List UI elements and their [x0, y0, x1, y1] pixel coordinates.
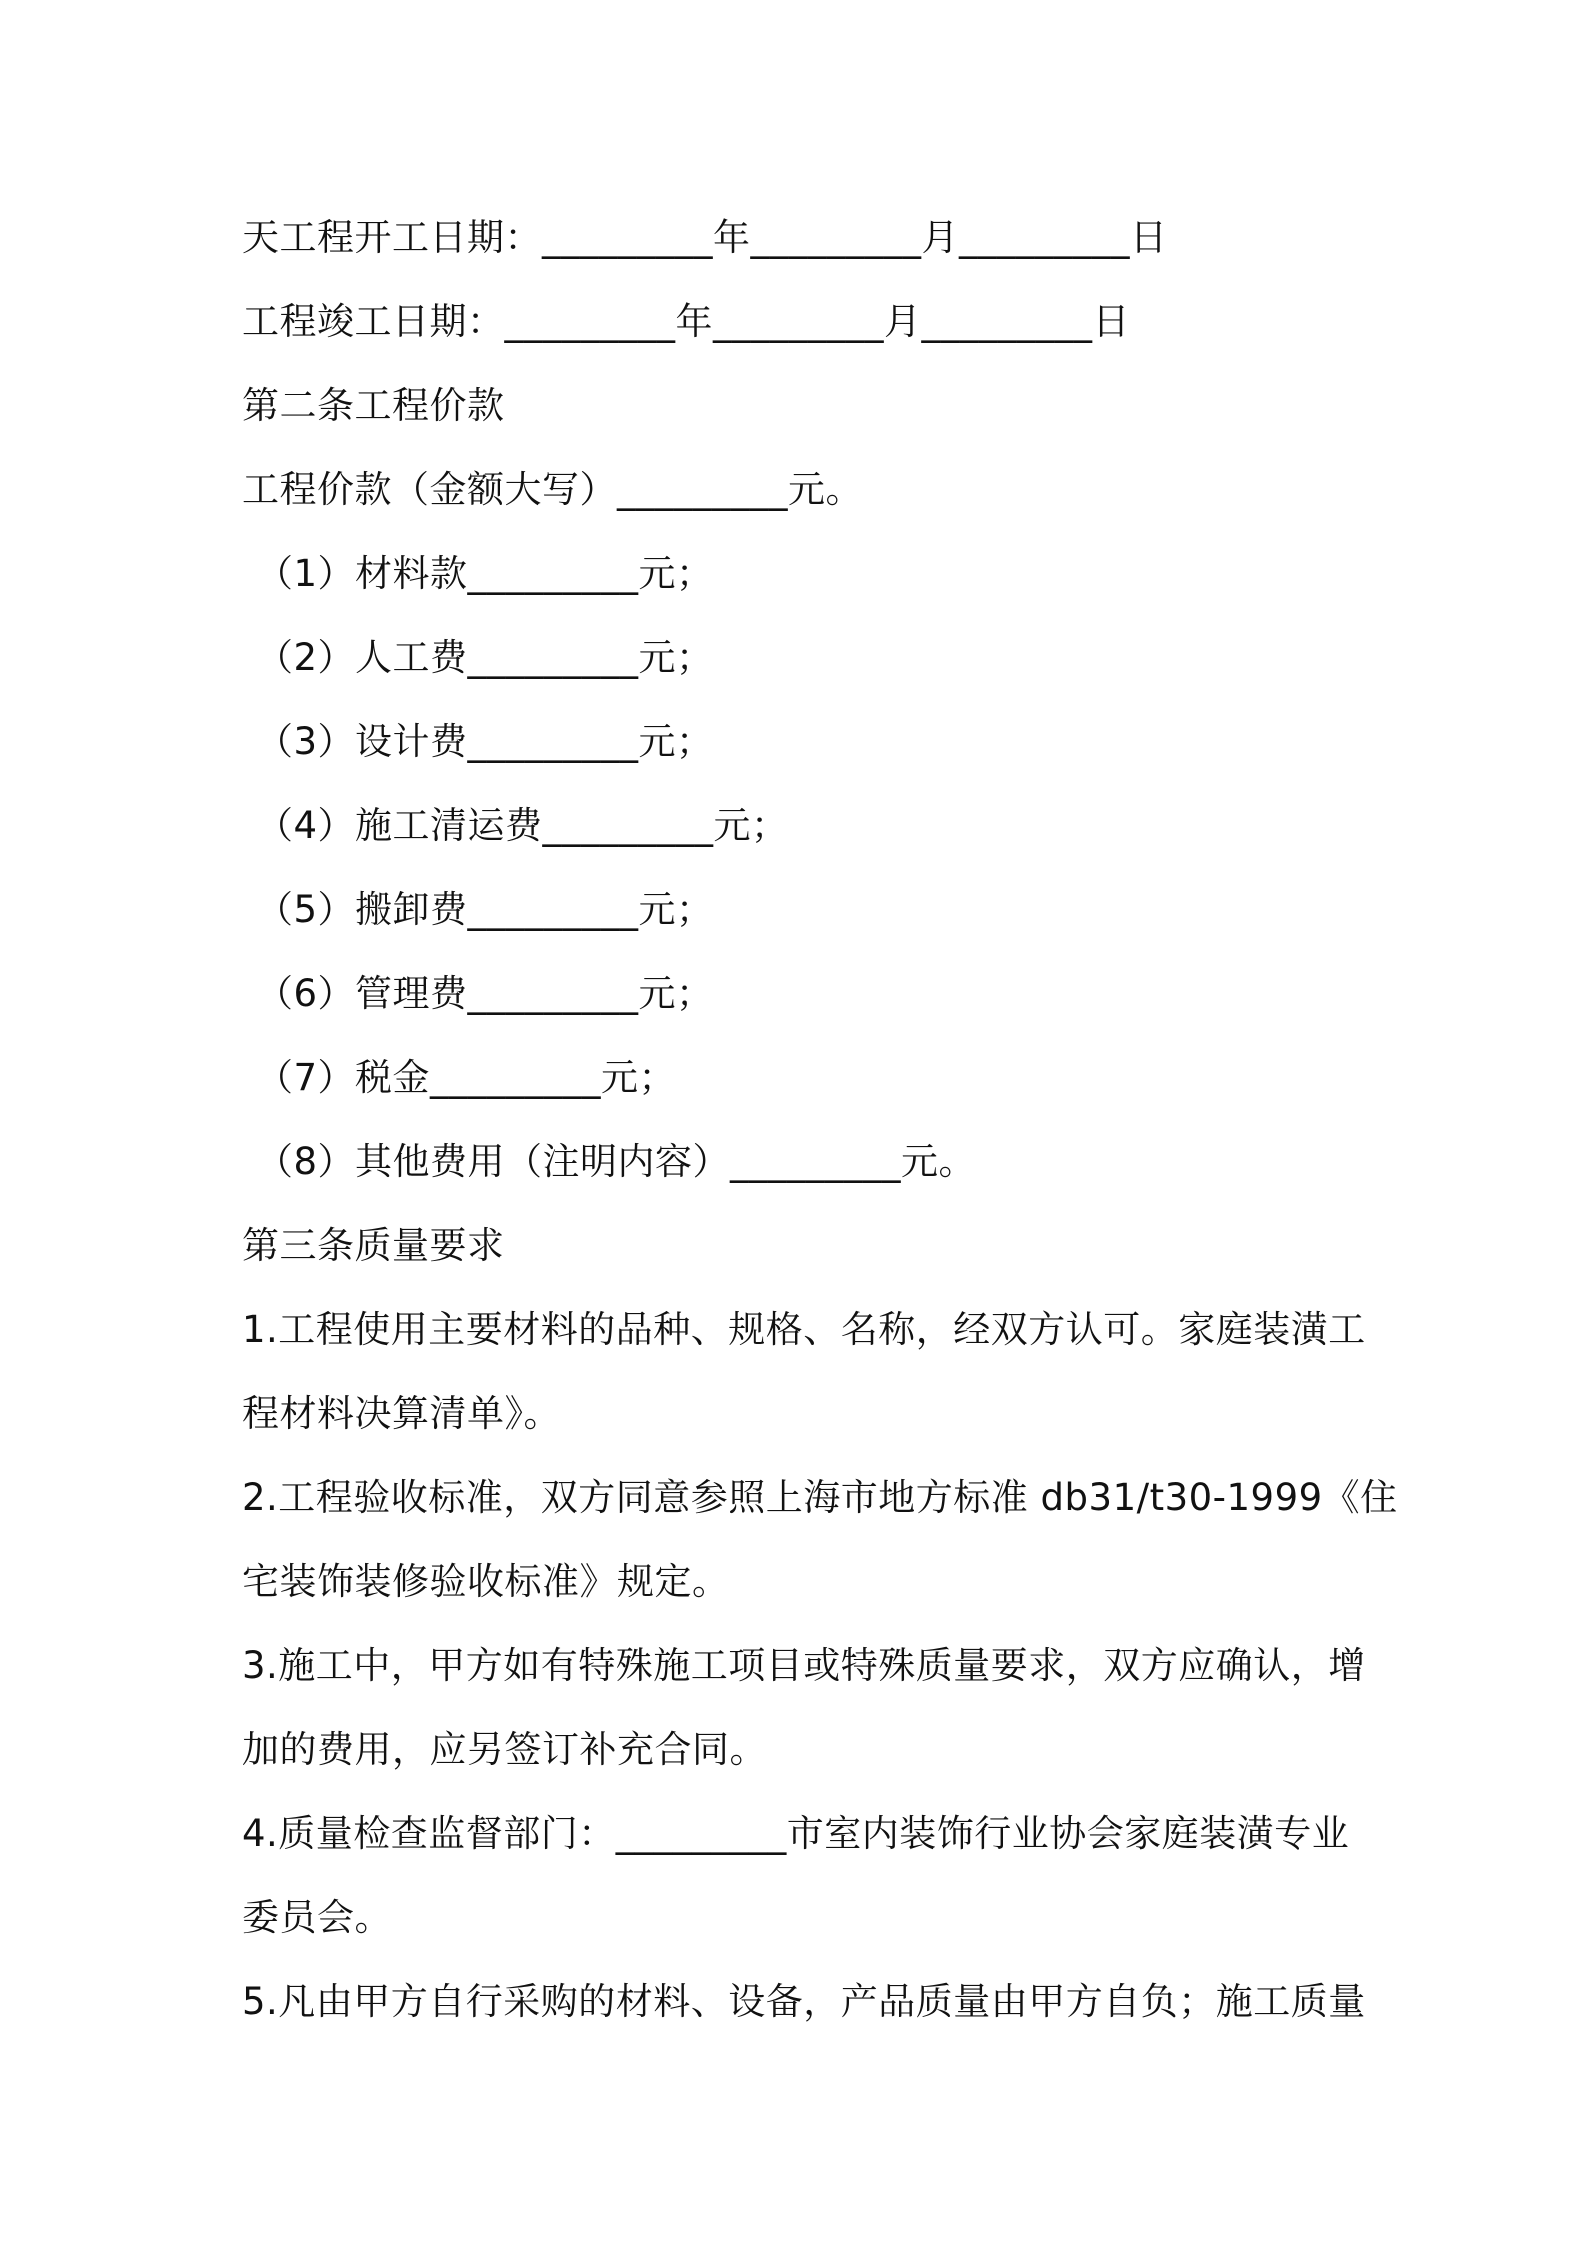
quality-clause-3-line-1: 3.施工中，甲方如有特殊施工项目或特殊质量要求，双方应确认，增	[242, 1644, 1366, 1687]
contract-price-line: 工程价款（金额大写）_________元。	[242, 468, 863, 511]
quality-clause-5-line-1: 5.凡由甲方自行采购的材料、设备，产品质量由甲方自负；施工质量	[242, 1980, 1366, 2023]
cost-item-materials: （1）材料款_________元；	[256, 552, 714, 595]
cost-item-labor: （2）人工费_________元；	[256, 636, 714, 679]
cost-item-handling: （5）搬卸费_________元；	[256, 888, 714, 931]
document-body	[242, 196, 1398, 2044]
completion-date-line: 工程竣工日期：_________年_________月_________日	[242, 300, 1130, 343]
section-2-heading: 第二条工程价款	[242, 384, 505, 427]
quality-clause-1-line-1: 1.工程使用主要材料的品种、规格、名称，经双方认可。家庭装潢工	[242, 1308, 1366, 1351]
quality-clause-3-line-2: 加的费用，应另签订补充合同。	[242, 1728, 767, 1771]
cost-item-other: （8）其他费用（注明内容）_________元。	[256, 1140, 977, 1183]
cost-item-management: （6）管理费_________元；	[256, 972, 714, 1015]
quality-clause-1-line-2: 程材料决算清单》。	[242, 1392, 561, 1435]
quality-clause-4-line-2: 委员会。	[242, 1896, 392, 1939]
start-date-line: 天工程开工日期：_________年_________月_________日	[242, 216, 1168, 259]
quality-clause-2-line-2: 宅装饰装修验收标准》规定。	[242, 1560, 730, 1603]
quality-clause-4-line-1: 4.质量检查监督部门：_________市室内装饰行业协会家庭装潢专业	[242, 1812, 1350, 1855]
quality-clause-2-line-1: 2.工程验收标准，双方同意参照上海市地方标准 db31/t30-1999《住	[242, 1476, 1398, 1519]
cost-item-debris-removal: （4）施工清运费_________元；	[256, 804, 789, 847]
cost-item-tax: （7）税金_________元；	[256, 1056, 677, 1099]
cost-item-design: （3）设计费_________元；	[256, 720, 714, 763]
section-3-heading: 第三条质量要求	[242, 1224, 505, 1267]
